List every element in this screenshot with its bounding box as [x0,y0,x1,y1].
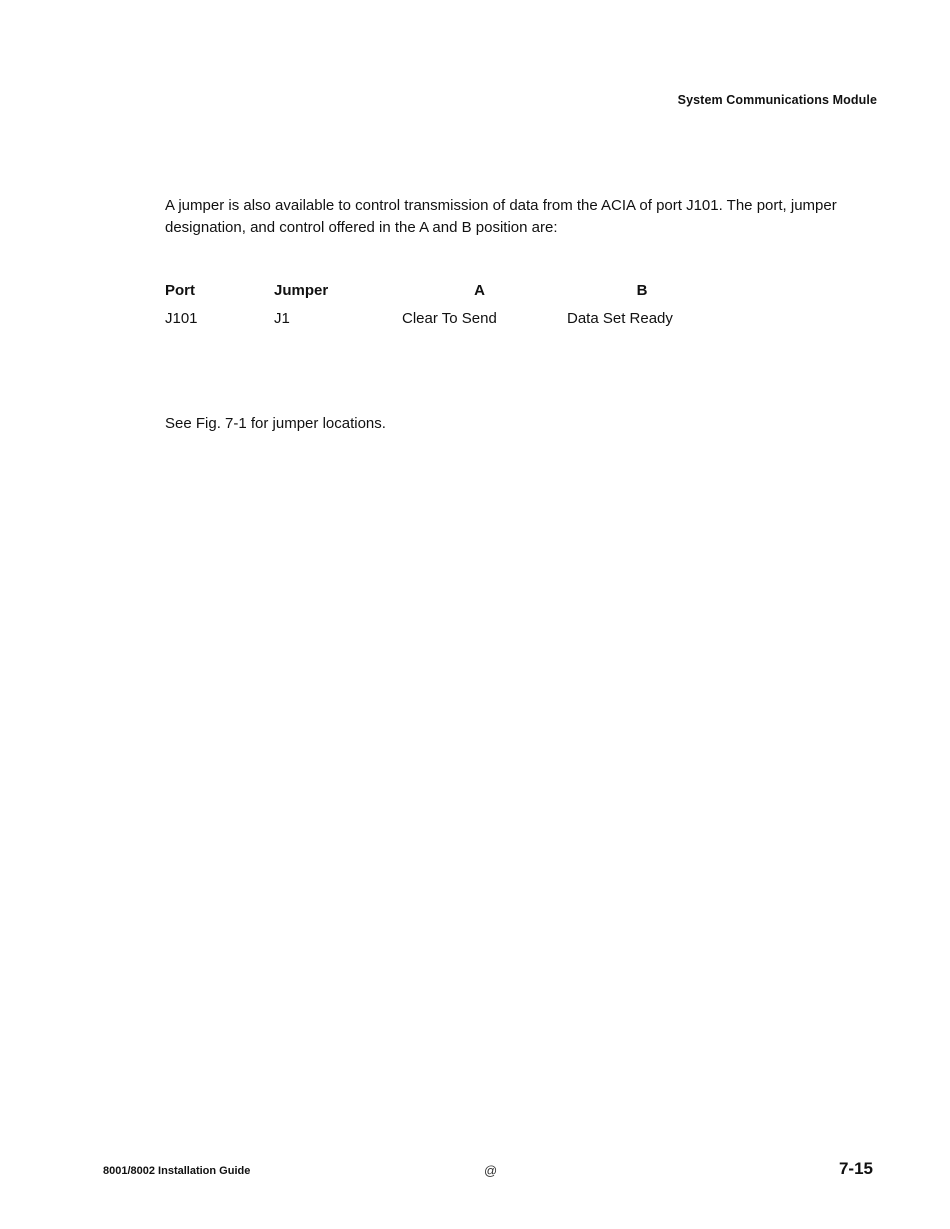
footer-mark: @ [484,1163,498,1178]
footer-document-title: 8001/8002 Installation Guide [103,1165,251,1177]
cell-jumper: J1 [274,309,290,327]
cell-a: Clear To Send [402,309,497,327]
intro-paragraph: A jumper is also available to control transmission of data from the ACIA of port J101. The port, jumper designation, and control offered in the A and B position are: [165,197,837,236]
column-header-port: Port [165,281,195,299]
column-header-a: A [474,281,485,299]
figure-reference: See Fig. 7-1 for jumper locations. [165,415,386,432]
cell-port: J101 [165,309,198,327]
column-header-b: B [636,281,648,299]
table-row [165,304,717,332]
jumper-table [165,276,717,332]
table-header-row [165,276,717,304]
running-header: System Communications Module [677,93,877,107]
page-number: 7-15 [838,1159,873,1178]
cell-b: Data Set Ready [567,309,673,327]
column-header-jumper: Jumper [274,281,329,299]
